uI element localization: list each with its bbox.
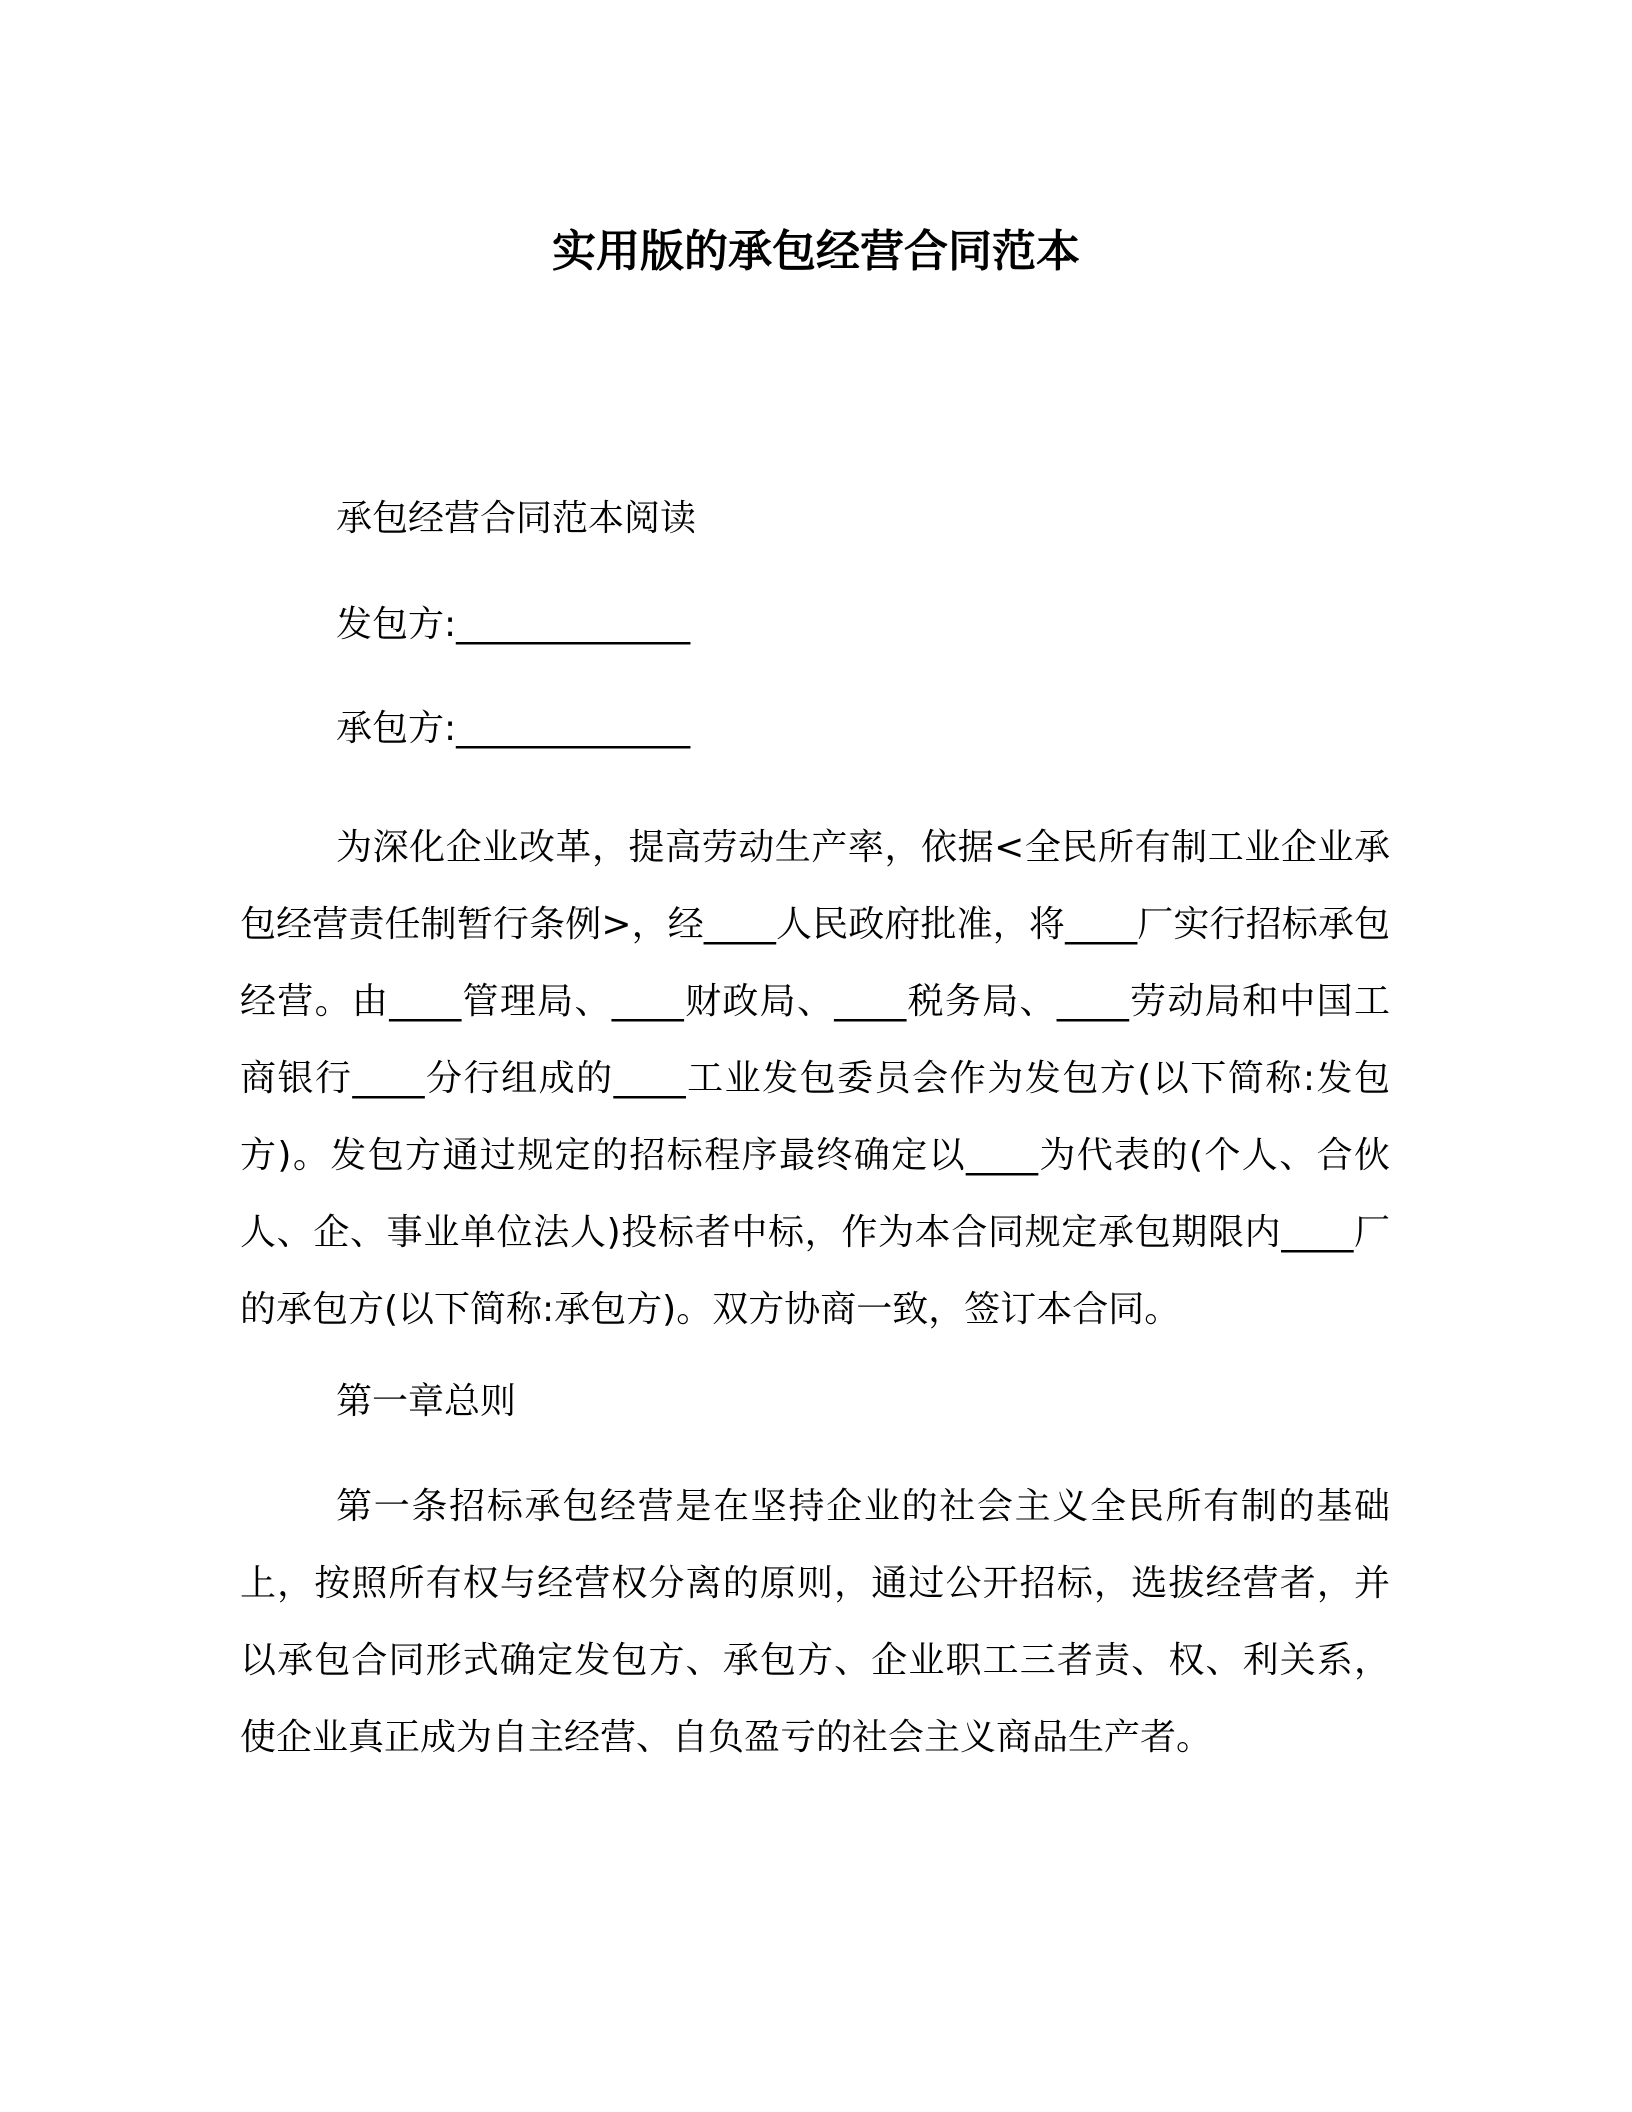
chapter-heading: 第一章总则 [336, 1381, 517, 1422]
document-title: 实用版的承包经营合同范本 [552, 226, 1080, 277]
party-a-line: 发包方:_____________ [336, 604, 691, 645]
article-paragraph: 第一条招标承包经营是在坚持企业的社会主义全民所有制的基础上，按照所有权与经营权分离的原则，通过公开招标，选拔经营者，并以承包合同形式确定发包方、承包方、企业职工三者责、权、利关系，使企业真正成为自主经营、自负盈亏的社会主义商品生产者。 [240, 1486, 1390, 1758]
party-b-line: 承包方:_____________ [336, 708, 691, 749]
preamble-paragraph: 为深化企业改革，提高劳动生产率，依据<全民所有制工业企业承包经营责任制暂行条例>，经____人民政府批准，将____厂实行招标承包经营。由____管理局、____财政局、____税务局、____劳动局和中国工商银行____分行组成的____工业发包委员会作为发包方(以下简称:发包方)。发包方通过规定的招标程序最终确定以____为代表的(个人、合伙人、企、事业单位法人)投标者中标，作为本合同规定承包期限内____厂的承包方(以下简称:承包方)。双方协商一致，签订本合同。 [240, 827, 1390, 1330]
document-subtitle: 承包经营合同范本阅读 [336, 498, 697, 539]
document-body [240, 494, 1390, 1776]
